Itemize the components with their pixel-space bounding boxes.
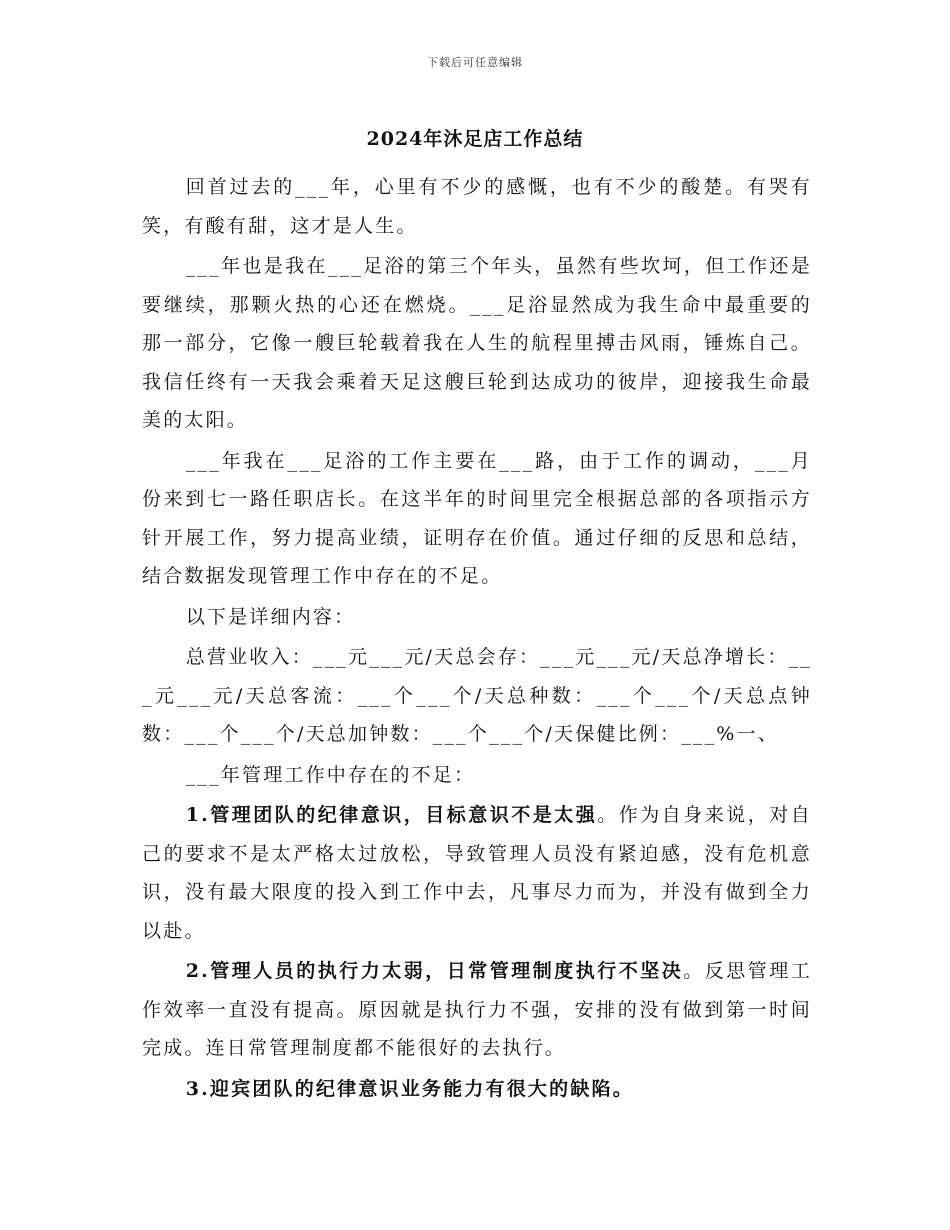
paragraph-9 xyxy=(142,1070,812,1109)
paragraph-7 xyxy=(142,796,812,950)
paragraph-text: ___年我在___足浴的工作主要在___路，由于工作的调动，___月份来到七一路任职店长。在这半年的时间里完全根据总部的各项指示方针开展工作，努力提高业绩，证明存在价值。通过仔细的反思和总结，结合数据发现管理工作中存在的不足。 xyxy=(142,449,812,587)
document-body xyxy=(142,168,812,1108)
paragraph-5 xyxy=(142,638,812,754)
paragraph-text: 。作为自身来说，对自己的要求不是太严格太过放松，导致管理人员没有紧迫感，没有危机意识，没有最大限度的投入到工作中去，凡事尽力而为，并没有做到全力以赴。 xyxy=(142,804,812,942)
paragraph-text: 。反思管理工作效率一直没有提高。原因就是执行力不强，安排的没有做到第一时间完成。连日常管理制度都不能很好的去执行。 xyxy=(142,960,812,1059)
paragraph-text: 总营业收入：___元___元/天总会存：___元___元/天总净增长：___元___元/天总客流：___个___个/天总种数：___个___个/天总点钟数：___个___个/天总加钟数：___个___个/天保健比例：___%一、 xyxy=(142,646,812,745)
paragraph-8 xyxy=(142,952,812,1068)
paragraph-1 xyxy=(142,168,812,245)
paragraph-6 xyxy=(142,756,812,795)
paragraph-heading: 1.管理团队的纪律意识，目标意识不是太强 xyxy=(185,804,598,826)
paragraph-2 xyxy=(142,247,812,440)
paragraph-text: ___年也是我在___足浴的第三个年头，虽然有些坎坷，但工作还是要继续，那颗火热的心还在燃烧。___足浴显然成为我生命中最重要的那一部分，它像一艘巨轮载着我在人生的航程里搏击风雨，锤炼自己。我信任终有一天我会乘着天足这艘巨轮到达成功的彼岸，迎接我生命最美的太阳。 xyxy=(142,255,812,431)
paragraph-text: 回首过去的___年，心里有不少的感慨，也有不少的酸楚。有哭有笑，有酸有甜，这才是人生。 xyxy=(142,176,812,237)
document-title: 2024年沐足店工作总结 xyxy=(366,128,584,150)
paragraph-heading: 3.迎宾团队的纪律意识业务能力有很大的缺陷。 xyxy=(185,1077,634,1100)
header-note: 下载后可任意编辑 xyxy=(427,56,523,69)
paragraph-4 xyxy=(142,598,812,637)
paragraph-text: 以下是详细内容： xyxy=(185,605,356,628)
paragraph-text: ___年管理工作中存在的不足： xyxy=(185,763,476,786)
paragraph-heading: 2.管理人员的执行力太弱，日常管理制度执行不坚决 xyxy=(185,960,684,982)
paragraph-3 xyxy=(142,442,812,596)
